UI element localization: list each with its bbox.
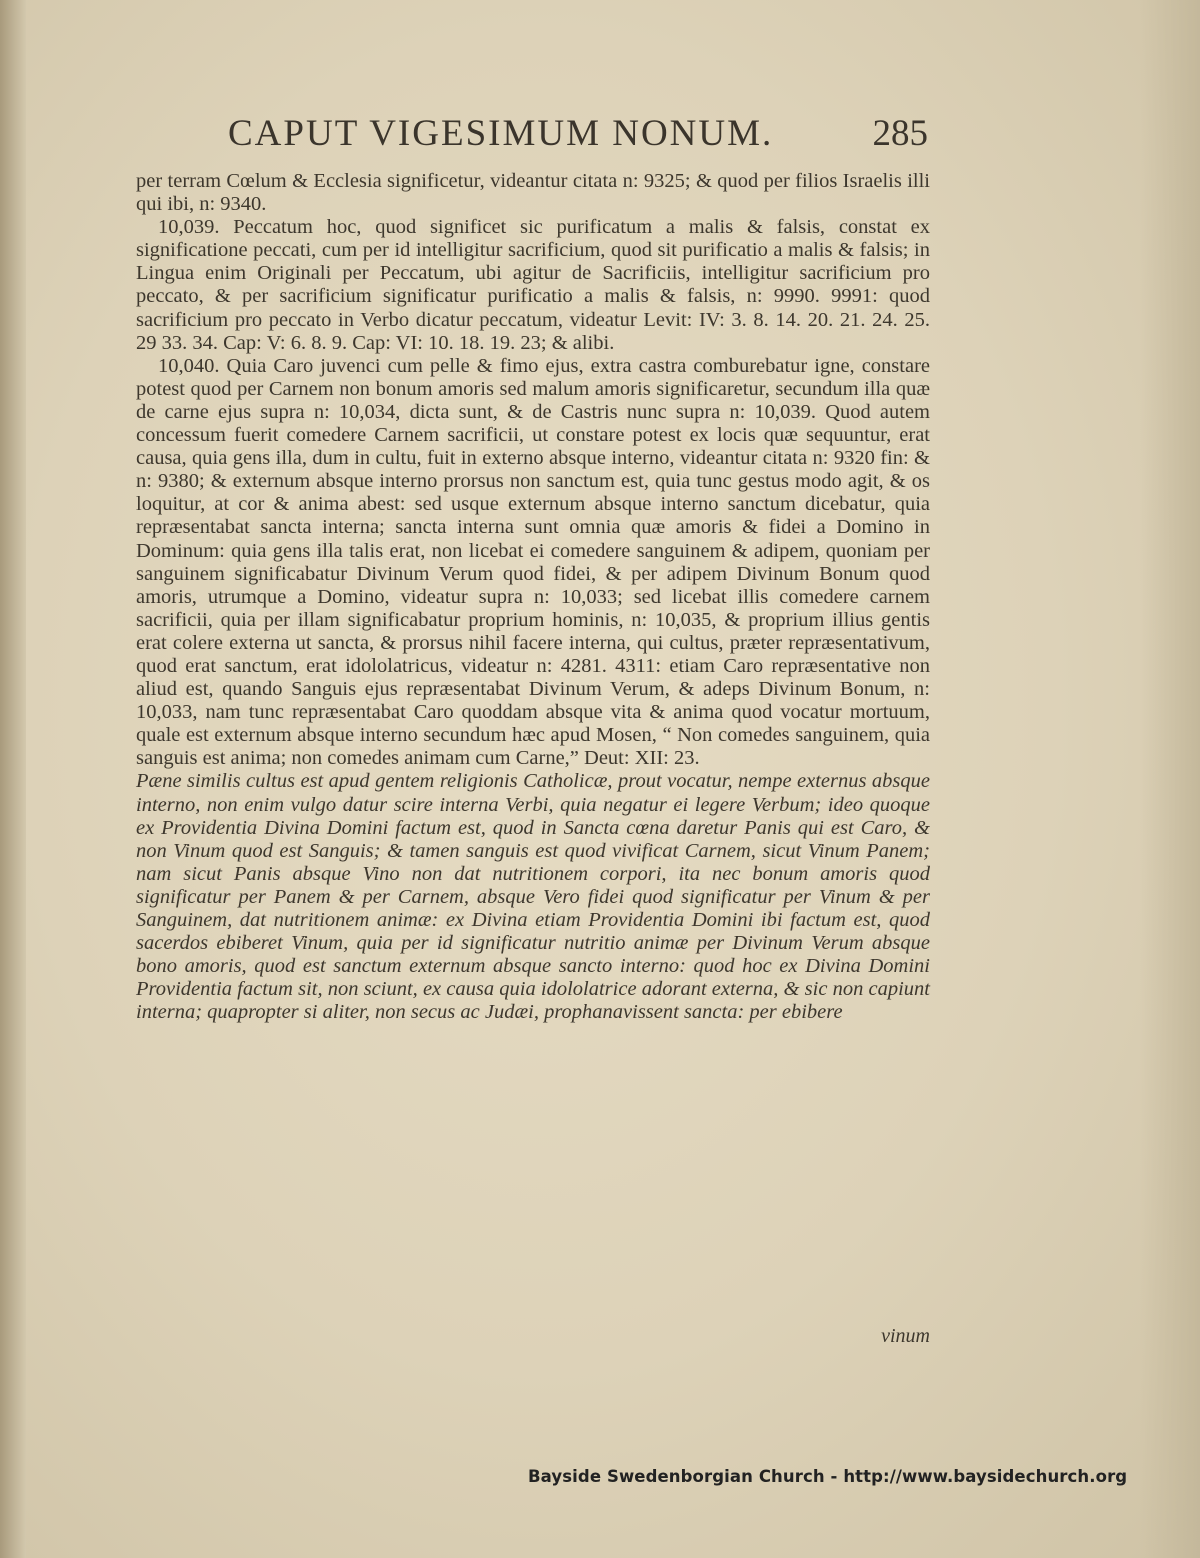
paragraph-10040: 10,040. Quia Caro juvenci cum pelle & fimo ejus, extra castra comburebatur igne, constare potest quod per Carnem non bonum amoris sed malum amoris significaretur, secundum illa quæ de carne ejus supra n: 10,034, dicta sunt, & de Castris nunc supra n: 10,039. Quod autem concessum fuerit comedere Carnem sacrificii, ut constare potest ex locis quæ sequuntur, erat causa, quia gens illa, dum in cultu, fuit in externo absque interno, videantur citata n: 9320 fin: & n: 9380; & externum absque interno prorsus non sanctum est, quia tunc gestus modo agit, & os loquitur, at cor & anima abest: sed usque externum absque interno sanctum dicebatur, quia repræsentabat sancta interna; sancta interna sunt omnia quæ amoris & fidei a Domino in Dominum: quia gens illa talis erat, non licebat ei comedere sanguinem & adipem, quoniam per sanguinem significabatur Divinum Verum quod fidei, & per adipem Divinum Bonum quod amoris, utrumque a Domino, videatur supra n: 10,033; sed licebat illis comedere carnem sacrificii, quia per illam significabatur proprium hominis, n: 10,035, & proprium illius gentis erat colere externa ut sancta, & prorsus nihil facere interna, qui cultus, præter repræsentativum, quod erat sanctum, erat idololatricus, videatur n: 4281. 4311: etiam Caro repræsentative non aliud est, quando Sanguis ejus repræsentabat Divinum Verum, & adeps Divinum Bonum, n: 10,033, nam tunc repræsentabat Caro quoddam absque vita & anima quod vocatur mortuum, quale est externum absque interno secundum hæc apud Mosen, “ Non comedes sanguinem, quia sanguis est anima; non comedes animam cum Carne,” Deut: XII: 23. — [136, 354, 930, 770]
paragraph-continuation: per terram Cœlum & Ecclesia significetur, videantur citata n: 9325; & quod per filios Israelis illi qui ibi, n: 9340. — [136, 170, 930, 216]
page-header — [228, 110, 928, 166]
catchword: vinum — [881, 1325, 930, 1347]
running-head: CAPUT VIGESIMUM NONUM. — [228, 113, 774, 154]
paragraph-italic-commentary: Pæne similis cultus est apud gentem religionis Catholicæ, prout vocatur, nempe externus absque interno, non enim vulgo datur scire interna Verbi, quia negatur ei legere Verbum; ideo quoque ex Providentia Divina Domini factum est, quod in Sancta cœna daretur Panis qui est Caro, & non Vinum quod est Sanguis; & tamen sanguis est quod vivificat Carnem, sicut Vinum Panem; nam sicut Panis absque Vino non dat nutritionem corpori, ita nec bonum amoris quod significatur per Panem & per Carnem, absque Vero fidei quod significatur per Vinum & per Sanguinem, dat nutritionem animæ: ex Divina etiam Providentia Domini ibi factum est, quod sacerdos ebiberet Vinum, quia per id significatur nutritio animæ per Divinum Verum absque bono amoris, quod est sanctum externum absque sancto interno: quod hoc ex Divina Domini Providentia factum sit, non sciunt, ex causa quia idololatrice adorant externa, & sic non capiunt interna; quapropter si aliter, non secus ac Judæi, prophanavissent sancta: per ebibere — [136, 770, 930, 1024]
book-gutter-shadow — [0, 0, 26, 1558]
page-edge-shading — [1140, 0, 1200, 1558]
body-text — [136, 170, 930, 1024]
footer-credit: Bayside Swedenborgian Church - http://www.baysidechurch.org — [528, 1467, 1128, 1486]
page-number: 285 — [872, 113, 928, 154]
paragraph-10039: 10,039. Peccatum hoc, quod significet sic purificatum a malis & falsis, constat ex significatione peccati, cum per id intelligitur sacrificium, quod sit purificatio a malis & falsis; in Lingua enim Originali per Peccatum, ubi agitur de Sacrificiis, intelligitur sacrificium pro peccato, & per sacrificium significatur purificatio a malis & falsis, n: 9990. 9991: quod sacrificium pro peccato in Verbo dicatur peccatum, videatur Levit: IV: 3. 8. 14. 20. 21. 24. 25. 29 33. 34. Cap: V: 6. 8. 9. Cap: VI: 10. 18. 19. 23; & alibi. — [136, 216, 930, 354]
